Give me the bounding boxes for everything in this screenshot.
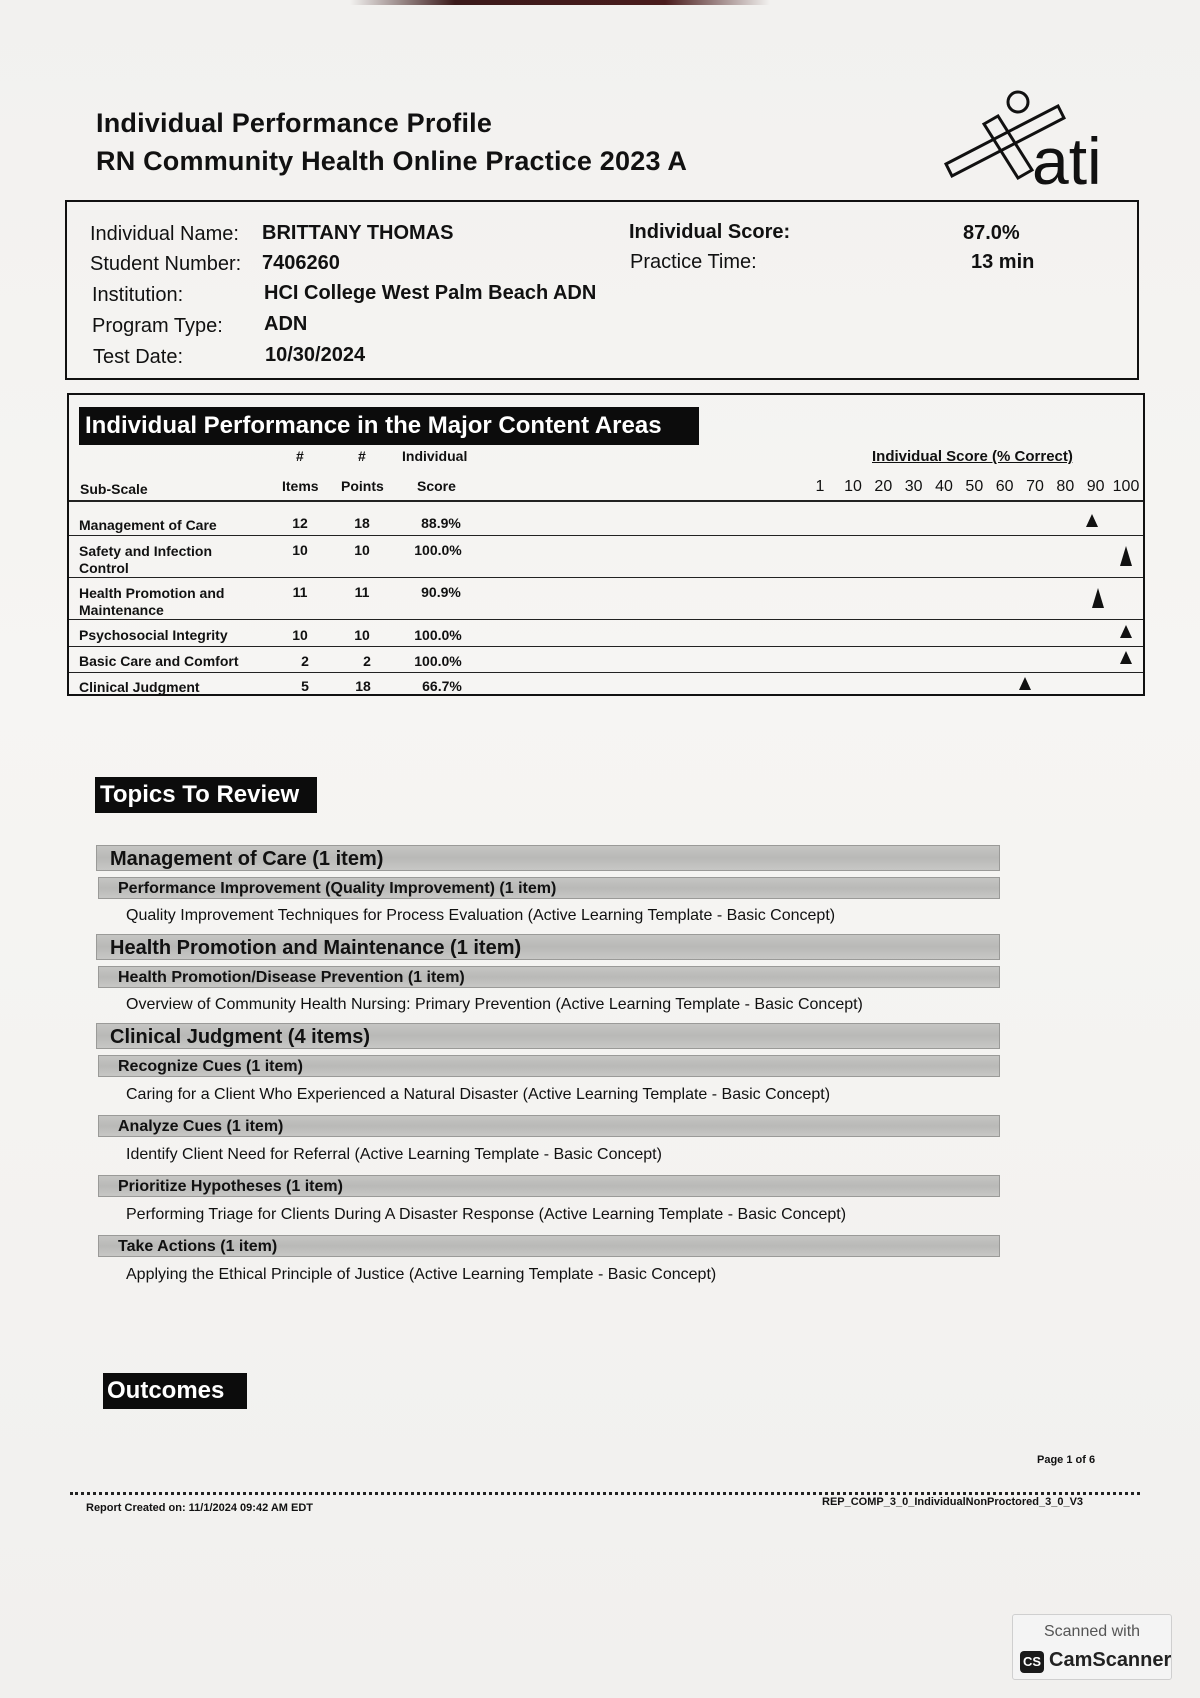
row-items: 11: [292, 584, 308, 600]
row-items: 10: [292, 542, 308, 558]
scale-tick-label: 30: [904, 478, 923, 495]
row-divider: [69, 619, 1143, 620]
performance-heading: Individual Performance in the Major Content Areas: [79, 407, 699, 445]
institution-value: HCI College West Palm Beach ADN: [264, 282, 597, 304]
score-header: Score: [417, 478, 456, 494]
row-name: Health Promotion and Maintenance: [79, 585, 225, 618]
scale-tick-label: 20: [874, 478, 893, 495]
row-points: 10: [354, 627, 370, 643]
svg-text:ati: ati: [1032, 124, 1102, 196]
camscanner-icon: CS: [1020, 1651, 1044, 1673]
practice-time-value: 13 min: [971, 251, 1035, 273]
outcomes-heading: Outcomes: [103, 1373, 247, 1409]
scanned-with-text: Scanned with: [1043, 1623, 1141, 1640]
student-number-value: 7406260: [262, 252, 340, 274]
score-marker: [1120, 546, 1132, 566]
score-marker: [1120, 651, 1132, 664]
table-header-rule: [69, 500, 1143, 502]
subscale-header: Sub-Scale: [80, 481, 148, 497]
row-score: 100.0%: [414, 542, 462, 558]
items-header: Items: [282, 478, 319, 494]
topic-item: Quality Improvement Techniques for Process Evaluation (Active Learning Template - Basic Concept): [126, 907, 836, 924]
topic-category: Management of Care (1 item): [96, 845, 1000, 871]
scale-tick-label: 70: [1026, 478, 1044, 495]
row-score: 66.7%: [422, 678, 462, 694]
score-marker: [1086, 514, 1098, 527]
footer-divider: [70, 1492, 1140, 1495]
row-points: 11: [354, 584, 370, 600]
individual-score-label: Individual Score:: [629, 221, 791, 243]
row-score: 88.9%: [421, 515, 461, 531]
row-points: 10: [354, 542, 370, 558]
points-hash: #: [358, 448, 366, 464]
topic-item: Performing Triage for Clients During A Disaster Response (Active Learning Template - Basic Concept): [126, 1206, 847, 1223]
points-header: Points: [341, 478, 384, 494]
report-code: REP_COMP_3_0_IndividualNonProctored_3_0_V3: [822, 1496, 1084, 1508]
row-name: Basic Care and Comfort: [79, 653, 239, 669]
scale-tick-label: 60: [995, 478, 1014, 495]
row-items: 2: [301, 653, 309, 669]
score-marker: [1019, 677, 1031, 690]
test-title: RN Community Health Online Practice 2023 A: [96, 146, 688, 176]
row-name: Safety and Infection Control: [79, 543, 213, 576]
test-date-value: 10/30/2024: [265, 344, 366, 366]
program-type-label: Program Type:: [92, 315, 223, 337]
report-created: Report Created on: 11/1/2024 09:42 AM EDT: [86, 1502, 314, 1514]
topic-item: Overview of Community Health Nursing: Primary Prevention (Active Learning Template - Basic Concept): [126, 996, 863, 1013]
camscanner-watermark: [1012, 1614, 1172, 1680]
score-header-top: Individual: [402, 448, 468, 464]
row-score: 100.0%: [414, 653, 462, 669]
row-name: Management of Care: [79, 517, 217, 533]
row-points: 2: [363, 653, 371, 669]
scale-tick-label: 100: [1112, 478, 1140, 495]
scale-tick-label: 1: [815, 478, 825, 495]
topic-subcategory: Health Promotion/Disease Prevention (1 item): [98, 966, 1000, 988]
topic-category: Health Promotion and Maintenance (1 item): [96, 934, 1000, 960]
row-points: 18: [354, 515, 370, 531]
name-value: BRITTANY THOMAS: [262, 222, 454, 244]
score-marker: [1120, 625, 1132, 638]
individual-score-value: 87.0%: [963, 222, 1020, 244]
scale-tick-label: 50: [965, 478, 984, 495]
topic-item: Identify Client Need for Referral (Active Learning Template - Basic Concept): [126, 1146, 662, 1163]
report-title: Individual Performance Profile: [96, 108, 493, 138]
name-label: Individual Name:: [90, 223, 239, 245]
row-items: 5: [301, 678, 309, 694]
row-score: 90.9%: [421, 584, 461, 600]
scale-tick-label: 40: [935, 478, 953, 495]
topic-item: Caring for a Client Who Experienced a Natural Disaster (Active Learning Template - Basic Concept): [126, 1086, 831, 1103]
topic-subcategory: Analyze Cues (1 item): [98, 1115, 1000, 1137]
scale-tick-label: 80: [1056, 478, 1075, 495]
camscanner-brand: CamScanner: [1049, 1649, 1172, 1671]
topic-subcategory: Prioritize Hypotheses (1 item): [98, 1175, 1000, 1197]
row-score: 100.0%: [414, 627, 462, 643]
test-date-label: Test Date:: [93, 346, 184, 368]
topic-item: Applying the Ethical Principle of Justice (Active Learning Template - Basic Concept): [126, 1266, 717, 1283]
row-name: Clinical Judgment: [79, 679, 200, 695]
topic-subcategory: Recognize Cues (1 item): [98, 1055, 1000, 1077]
scale-tick-label: 90: [1086, 478, 1105, 495]
institution-label: Institution:: [92, 284, 184, 306]
row-name: Psychosocial Integrity: [79, 627, 228, 643]
items-hash: #: [296, 448, 304, 464]
row-points: 18: [355, 678, 371, 694]
row-items: 12: [292, 515, 308, 531]
row-divider: [69, 672, 1143, 673]
scan-edge-mark: [350, 0, 770, 5]
topic-subcategory: Take Actions (1 item): [98, 1235, 1000, 1257]
page-number: Page 1 of 6: [1037, 1454, 1096, 1466]
row-divider: [69, 577, 1143, 578]
scale-tick-label: 10: [844, 478, 862, 495]
row-items: 10: [292, 627, 308, 643]
row-divider: [69, 535, 1143, 536]
topics-heading: Topics To Review: [95, 777, 317, 813]
program-type-value: ADN: [264, 313, 308, 335]
topic-category: Clinical Judgment (4 items): [96, 1023, 1000, 1049]
topic-subcategory: Performance Improvement (Quality Improvement) (1 item): [98, 877, 1000, 899]
chart-title: Individual Score (% Correct): [872, 448, 1073, 465]
student-number-label: Student Number:: [90, 253, 242, 275]
ati-logo: [940, 86, 1120, 196]
practice-time-label: Practice Time:: [630, 251, 757, 273]
score-marker: [1092, 588, 1104, 608]
row-divider: [69, 646, 1143, 647]
